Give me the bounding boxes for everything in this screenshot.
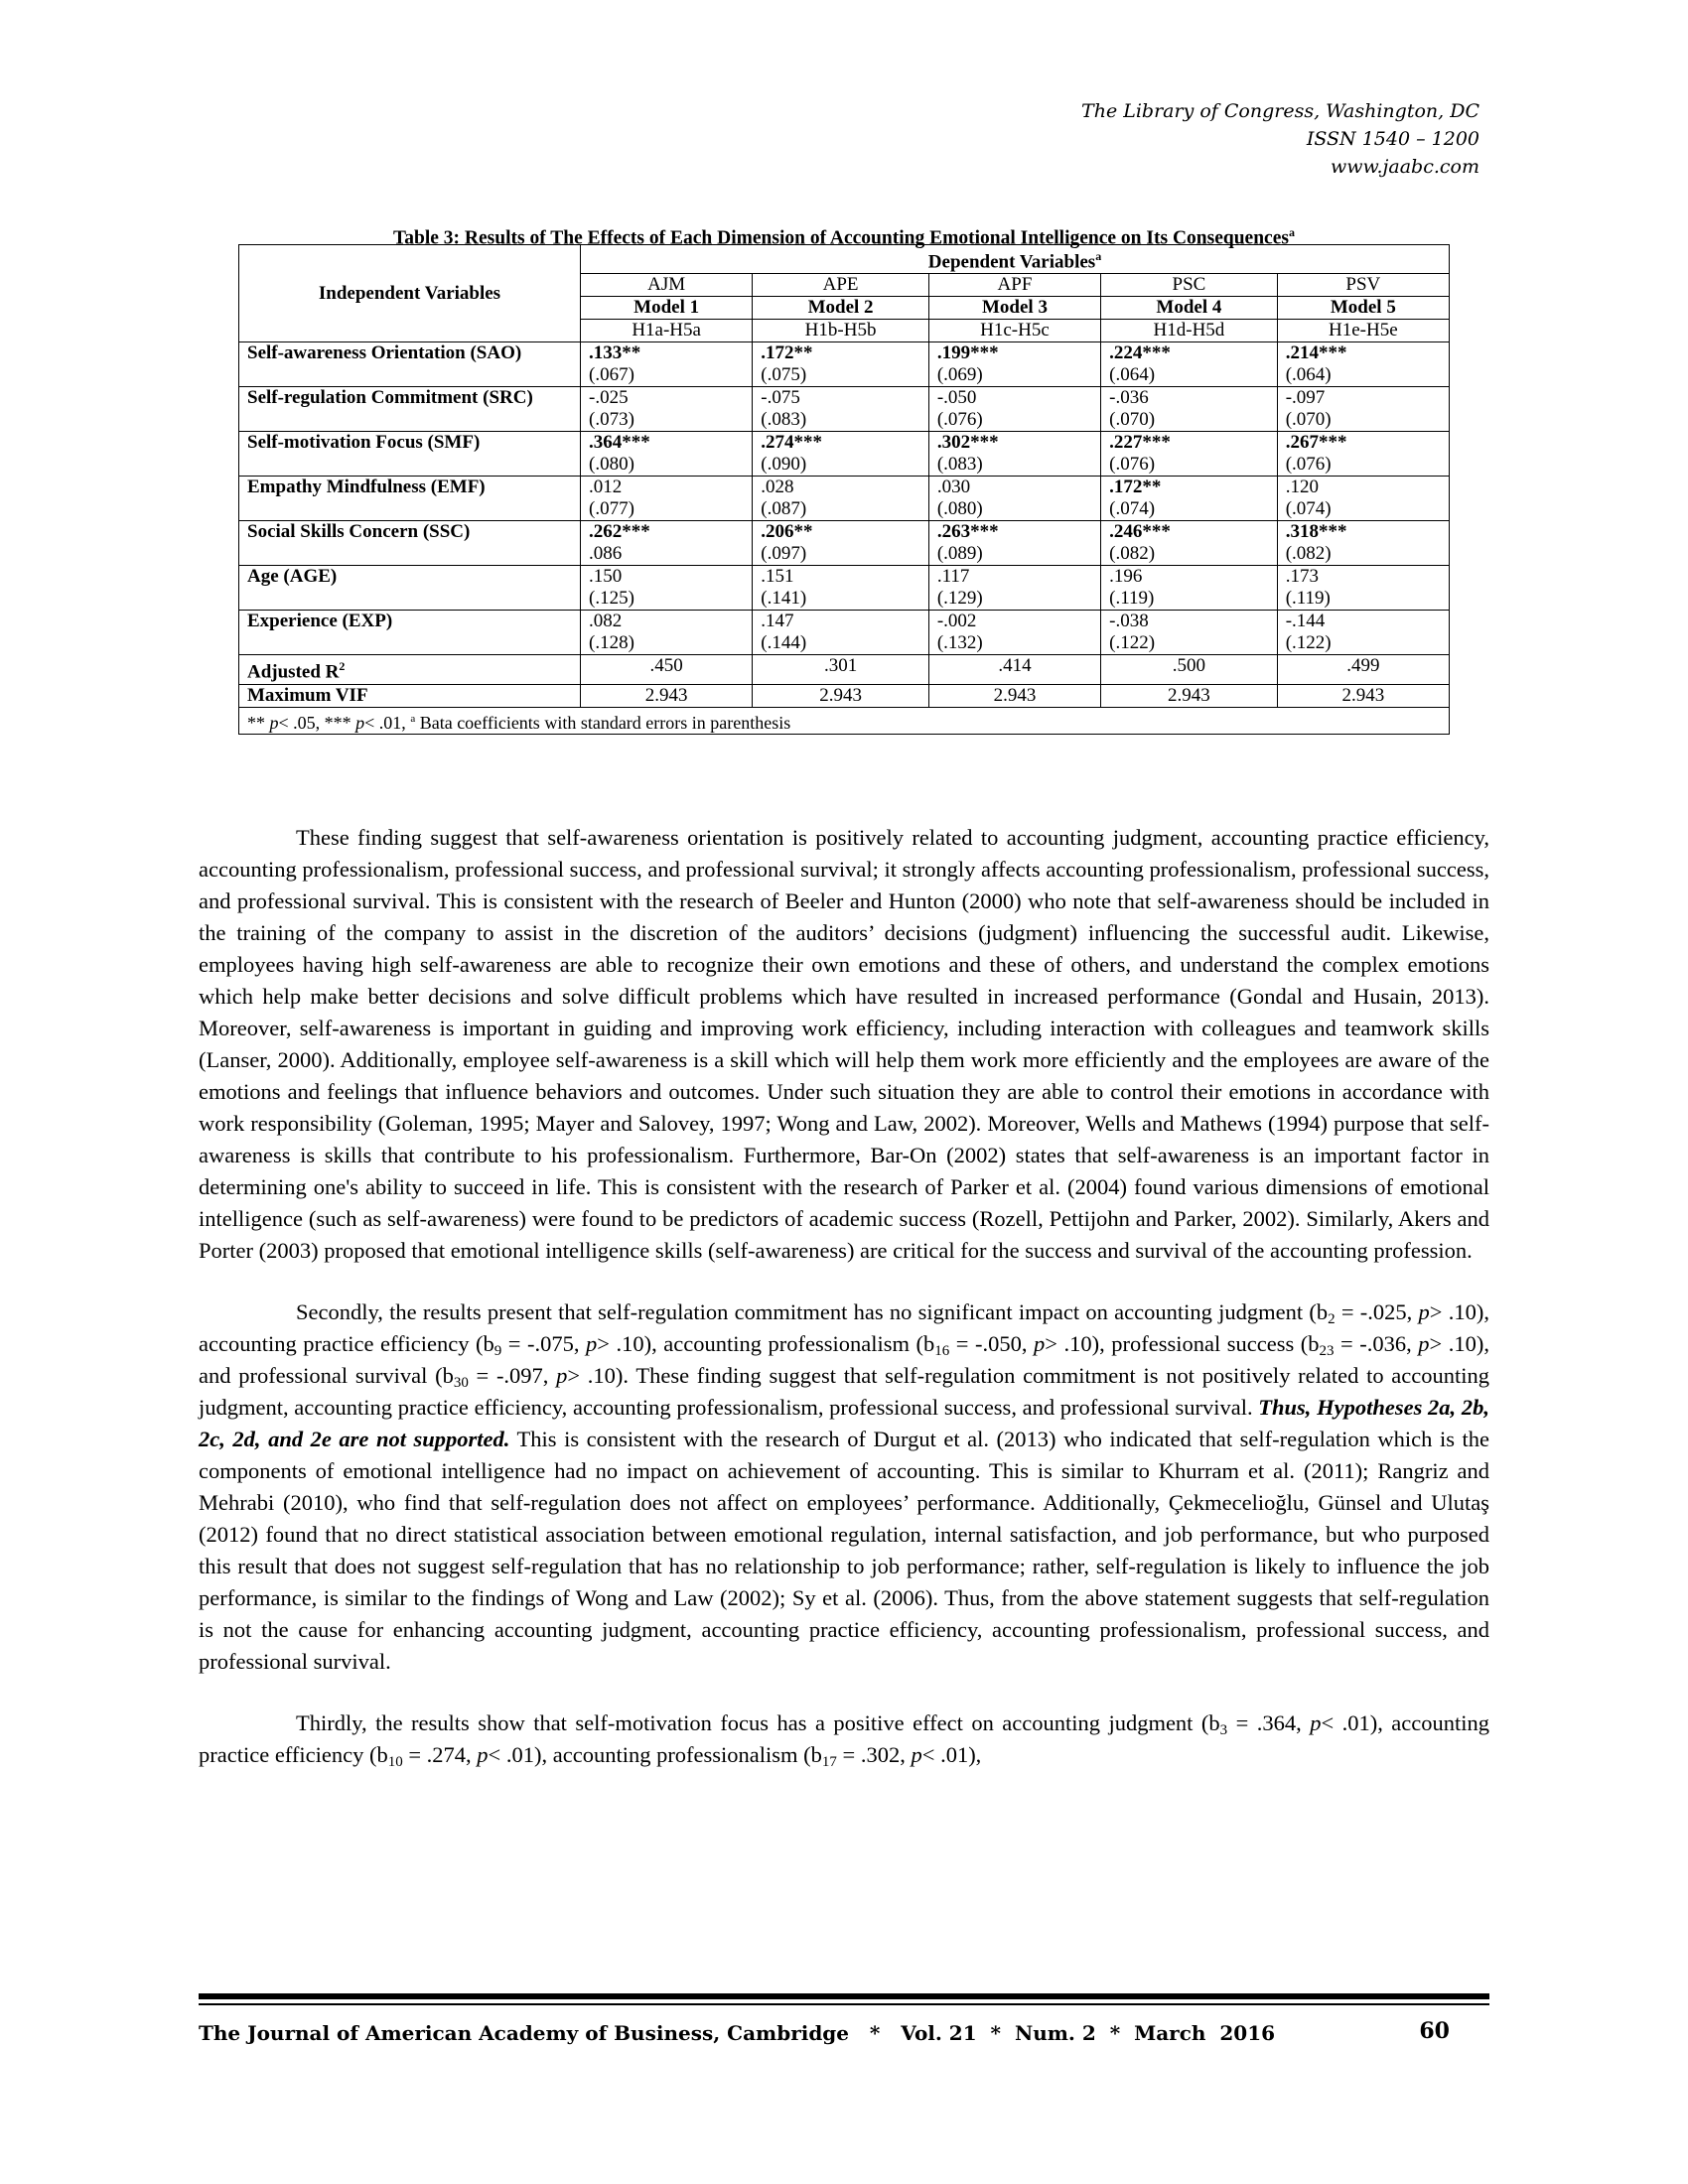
table-note-row — [239, 707, 1450, 734]
coefficient-cell — [581, 432, 753, 477]
table-row — [239, 387, 1450, 432]
standard-error-value: (.080) — [589, 454, 634, 476]
coefficient-cell — [753, 521, 929, 566]
column-model: Model 3 — [928, 297, 1100, 320]
coefficient-value: .133** — [589, 342, 641, 364]
standard-error-value: (.069) — [936, 364, 983, 386]
coefficient-value: .214*** — [1285, 342, 1347, 364]
dependent-variables-header: Dependent Variables$^a$ — [581, 245, 1450, 274]
header-line-3: www.jaabc.com — [1330, 156, 1479, 178]
coefficient-cell — [928, 432, 1100, 477]
column-model: Model 4 — [1101, 297, 1278, 320]
standard-error-value: (.119) — [1285, 588, 1331, 610]
footer-rule-thick — [199, 1993, 1489, 1999]
standard-error-value: (.097) — [761, 543, 807, 565]
hypothesis-emphasis: Thus, Hypotheses 2a, 2b, 2c, 2d, and 2e are not supported. — [199, 1395, 1489, 1451]
table-header-row-1 — [239, 245, 1450, 274]
coefficient-cell — [1277, 521, 1449, 566]
coefficient-value: -.097 — [1285, 387, 1326, 409]
coefficient-cell — [581, 387, 753, 432]
row-label: Self-regulation Commitment (SRC) — [239, 387, 581, 432]
column-model: Model 5 — [1277, 297, 1449, 320]
coefficient-value: .172** — [761, 342, 813, 364]
page-number: 60 — [1419, 2018, 1450, 2044]
coefficient-cell — [1277, 611, 1449, 655]
coefficient-value: -.025 — [589, 387, 629, 409]
row-label: Experience (EXP) — [239, 611, 581, 655]
table-row — [239, 611, 1450, 655]
standard-error-value: (.132) — [936, 632, 983, 654]
results-table — [238, 244, 1450, 735]
coefficient-cell — [1101, 342, 1278, 387]
row-label: Social Skills Concern (SSC) — [239, 521, 581, 566]
coefficient-cell — [1101, 387, 1278, 432]
coefficient-value: .173 — [1285, 566, 1319, 588]
coefficient-cell — [753, 432, 929, 477]
coefficient-cell — [928, 477, 1100, 521]
coefficient-cell — [753, 611, 929, 655]
table-note: ** p< .05, *** p< .01, $^a$ Bata coefficients with standard errors in parenthesis — [239, 707, 1450, 734]
coefficient-cell — [928, 611, 1100, 655]
coefficient-value: .267*** — [1285, 432, 1347, 454]
coefficient-value: .151 — [761, 566, 794, 588]
coefficient-cell — [753, 342, 929, 387]
max-vif-label: Maximum VIF — [239, 684, 581, 707]
standard-error-value: (.128) — [589, 632, 634, 654]
adjusted-r2-value: .499 — [1277, 655, 1449, 684]
standard-error-value: (.090) — [761, 454, 807, 476]
coefficient-cell — [753, 477, 929, 521]
max-vif-value: 2.943 — [753, 684, 929, 707]
standard-error-value: (.080) — [936, 498, 983, 520]
journal-header — [1081, 97, 1479, 181]
paragraph-1: These finding suggest that self-awareness orientation is positively related to accounting judgment, accounting practice efficiency, accounting professionalism, professional success, and professional survival; it strongly affects accounting professionalism, professional success, and professional survival. This is consistent with the research of Beeler and Hunton (2000) who note that self-awareness should be included in the training of the company to assist in the discretion of the auditors’ decisions (judgment) influencing the successful audit. Likewise, employees having high self-awareness are able to recognize their own emotions and these of others, and understand the complex emotions which help make better decisions and solve difficult problems which have resulted in increased performance (Gondal and Husain, 2013). Moreover, self-awareness is important in guiding and improving work efficiency, including interaction with colleagues and teamwork skills (Lanser, 2000). Additionally, employee self-awareness is a skill which will help them work more efficiently and the employees are aware of the emotions and feelings that influence behaviors and outcomes. Under such situation they are able to control their emotions in accordance with work responsibility (Goleman, 1995; Mayer and Salovey, 1997; Wong and Law, 2002). Moreover, Wells and Mathews (1994) purpose that self-awareness is skills that contribute to his professionalism. Furthermore, Bar-On (2002) states that self-awareness is an important factor in determining one's ability to succeed in life. This is consistent with the research of Parker et al. (2004) found various dimensions of emotional intelligence (such as self-awareness) were found to be predictors of academic success (Rozell, Pettijohn and Parker, 2002). Similarly, Akers and Porter (2003) proposed that emotional intelligence skills (self-awareness) are critical for the success and survival of the accounting profession. — [199, 825, 1489, 1263]
coefficient-value: -.144 — [1285, 611, 1326, 632]
coefficient-cell — [581, 566, 753, 611]
coefficient-value: .082 — [589, 611, 623, 632]
column-hypothesis: H1b-H5b — [753, 320, 929, 342]
coefficient-value: -.036 — [1109, 387, 1149, 409]
coefficient-cell — [1101, 432, 1278, 477]
standard-error-value: (.064) — [1109, 364, 1156, 386]
coefficient-value: .224*** — [1109, 342, 1171, 364]
coefficient-value: .262*** — [589, 521, 650, 543]
standard-error-value: (.129) — [936, 588, 983, 610]
standard-error-value: (.064) — [1285, 364, 1332, 386]
coefficient-cell — [581, 521, 753, 566]
standard-error-value: (.076) — [1285, 454, 1332, 476]
standard-error-value: (.070) — [1109, 409, 1156, 431]
coefficient-value: .030 — [936, 477, 971, 498]
standard-error-value: (.144) — [761, 632, 807, 654]
coefficient-cell — [753, 566, 929, 611]
row-label: Self-motivation Focus (SMF) — [239, 432, 581, 477]
coefficient-value: .302*** — [936, 432, 999, 454]
column-hypothesis: H1d-H5d — [1101, 320, 1278, 342]
standard-error-value: (.075) — [761, 364, 807, 386]
standard-error-value: (.122) — [1285, 632, 1332, 654]
coefficient-value: .196 — [1109, 566, 1143, 588]
column-model: Model 1 — [581, 297, 753, 320]
adjusted-r2-value: .500 — [1101, 655, 1278, 684]
paragraph-3: Thirdly, the results show that self-motivation focus has a positive effect on accounting judgment ($b_3 = .364$, p< .01), accounting practice efficiency ($b_{10} = .274$, p< .01), accounting professionalism ($b_{17} = .302$, p< .01), — [199, 1710, 1489, 1770]
standard-error-value: (.070) — [1285, 409, 1332, 431]
standard-error-value: (.074) — [1109, 498, 1156, 520]
table-row — [239, 342, 1450, 387]
max-vif-value: 2.943 — [1101, 684, 1278, 707]
coefficient-cell — [928, 566, 1100, 611]
standard-error-value: (.122) — [1109, 632, 1156, 654]
paragraph-2: Secondly, the results present that self-regulation commitment has no significant impact on accounting judgment ($b_2 = -.025$, p> .10), accounting practice efficiency ($b_9 = -.075$, p> .10), accounting professionalism ($b_{16} = -.050$, p> .10), professional success ($b_{23} = -.036$, p> .10), and professional survival ($b_{30} = -.097$, p> .10). These finding suggest that self-regulation commitment is not positively related to accounting judgment, accounting practice efficiency, accounting professionalism, professional success, and professional survival. Thus, Hypotheses 2a, 2b, 2c, 2d, and 2e are not supported. This is consistent with the research of Durgut et al. (2013) who indicated that self-regulation which is the components of emotional intelligence had no impact on achievement of accounting. This is similar to Khurram et al. (2011); Rangriz and Mehrabi (2010), who find that self-regulation does not affect on employees’ performance. Additionally, Çekmecelioğlu, Günsel and Ulutaş (2012) found that no direct statistical association between emotional regulation, internal satisfaction, and job performance, but who purposed this result that does not suggest self-regulation that has no relationship to job performance; rather, self-regulation is likely to influence the job performance, is similar to the findings of Wong and Law (2002); Sy et al. (2006). Thus, from the above statement suggests that self-regulation is not the cause for enhancing accounting judgment, accounting practice efficiency, accounting professionalism, professional success, and professional survival. — [199, 1299, 1489, 1674]
max-vif-value: 2.943 — [581, 684, 753, 707]
coefficient-cell — [928, 342, 1100, 387]
column-hypothesis: H1e-H5e — [1277, 320, 1449, 342]
header-line-2: ISSN 1540 – 1200 — [1306, 128, 1479, 150]
coefficient-cell — [1277, 342, 1449, 387]
coefficient-value: .150 — [589, 566, 623, 588]
max-vif-row — [239, 684, 1450, 707]
table-title-sup: a — [1288, 225, 1295, 239]
adjusted-r2-value: .414 — [928, 655, 1100, 684]
row-label: Self-awareness Orientation (SAO) — [239, 342, 581, 387]
coefficient-cell — [753, 387, 929, 432]
standard-error-value: (.067) — [589, 364, 634, 386]
coefficient-value: -.075 — [761, 387, 800, 409]
standard-error-value: (.089) — [936, 543, 983, 565]
coefficient-value: .263*** — [936, 521, 999, 543]
standard-error-value: (.074) — [1285, 498, 1332, 520]
table-row — [239, 521, 1450, 566]
standard-error-value: (.076) — [1109, 454, 1156, 476]
independent-variables-header: Independent Variables — [239, 245, 581, 342]
column-hypothesis: H1c-H5c — [928, 320, 1100, 342]
coefficient-cell — [928, 387, 1100, 432]
coefficient-value: .117 — [936, 566, 970, 588]
coefficient-value: -.002 — [936, 611, 977, 632]
footer-rule-thin — [199, 2003, 1489, 2005]
coefficient-value: -.050 — [936, 387, 977, 409]
coefficient-value: .364*** — [589, 432, 650, 454]
coefficient-value: .147 — [761, 611, 794, 632]
header-line-1: The Library of Congress, Washington, DC — [1081, 100, 1479, 122]
coefficient-value: .318*** — [1285, 521, 1347, 543]
standard-error-value: (.077) — [589, 498, 634, 520]
adjusted-r2-value: .450 — [581, 655, 753, 684]
standard-error-value: (.083) — [936, 454, 983, 476]
coefficient-cell — [1101, 611, 1278, 655]
column-model: Model 2 — [753, 297, 929, 320]
adjusted-r2-row — [239, 655, 1450, 684]
standard-error-value: (.087) — [761, 498, 807, 520]
adjusted-r2-label: Adjusted $R^2$ — [239, 655, 581, 684]
coefficient-value: .199*** — [936, 342, 999, 364]
standard-error-value: (.076) — [936, 409, 983, 431]
coefficient-cell — [1101, 566, 1278, 611]
coefficient-value: .028 — [761, 477, 794, 498]
standard-error-value: (.119) — [1109, 588, 1155, 610]
coefficient-value: .012 — [589, 477, 623, 498]
table-row — [239, 477, 1450, 521]
standard-error-value: (.083) — [761, 409, 807, 431]
coefficient-cell — [1277, 477, 1449, 521]
table-row — [239, 566, 1450, 611]
coefficient-cell — [928, 521, 1100, 566]
coefficient-cell — [581, 611, 753, 655]
coefficient-value: .120 — [1285, 477, 1319, 498]
standard-error-value: .086 — [589, 543, 623, 565]
coefficient-cell — [1277, 566, 1449, 611]
adjusted-r2-value: .301 — [753, 655, 929, 684]
coefficient-value: .246*** — [1109, 521, 1171, 543]
coefficient-value: .227*** — [1109, 432, 1171, 454]
row-label: Age (AGE) — [239, 566, 581, 611]
coefficient-value: .206** — [761, 521, 813, 543]
column-name: APE — [753, 274, 929, 297]
standard-error-value: (.082) — [1285, 543, 1332, 565]
standard-error-value: (.082) — [1109, 543, 1156, 565]
coefficient-value: .172** — [1109, 477, 1162, 498]
coefficient-cell — [1101, 521, 1278, 566]
column-name: AJM — [581, 274, 753, 297]
standard-error-value: (.073) — [589, 409, 634, 431]
footer-journal-info: The Journal of American Academy of Business, Cambridge * Vol. 21 * Num. 2 * March 2016 — [199, 2021, 1276, 2045]
body-text — [199, 822, 1489, 1801]
coefficient-cell — [581, 477, 753, 521]
standard-error-value: (.125) — [589, 588, 634, 610]
coefficient-cell — [581, 342, 753, 387]
coefficient-cell — [1277, 432, 1449, 477]
table-title: Table 3: Results of The Effects of Each Dimension of Accounting Emotional Intelligence on Its Consequences$^a$ — [393, 225, 1295, 249]
table-row — [239, 432, 1450, 477]
column-hypothesis: H1a-H5a — [581, 320, 753, 342]
standard-error-value: (.141) — [761, 588, 807, 610]
coefficient-value: -.038 — [1109, 611, 1149, 632]
max-vif-value: 2.943 — [928, 684, 1100, 707]
coefficient-cell — [1277, 387, 1449, 432]
row-label: Empathy Mindfulness (EMF) — [239, 477, 581, 521]
coefficient-value: .274*** — [761, 432, 823, 454]
column-name: PSV — [1277, 274, 1449, 297]
coefficient-cell — [1101, 477, 1278, 521]
column-name: APF — [928, 274, 1100, 297]
max-vif-value: 2.943 — [1277, 684, 1449, 707]
column-name: PSC — [1101, 274, 1278, 297]
